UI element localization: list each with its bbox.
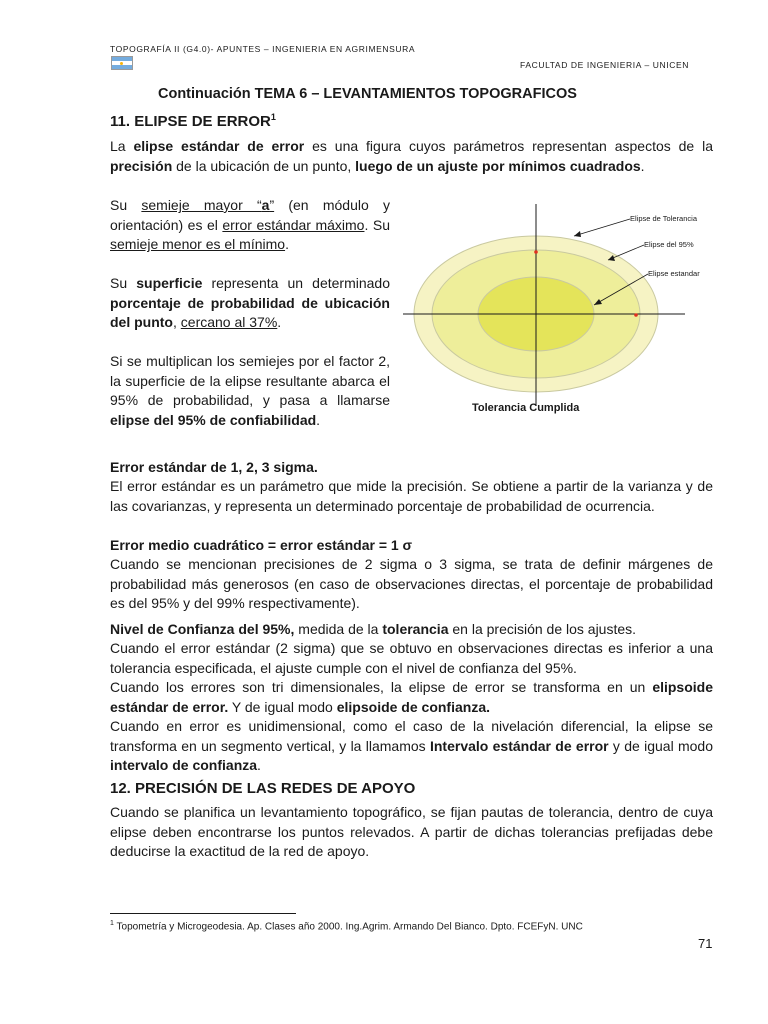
- error-heading: Error estándar de 1, 2, 3 sigma.: [110, 459, 318, 475]
- paragraph-semiejes: Su semieje mayor “a” (en módulo y orientación) es el error estándar máximo. Su semieje menor es el mínimo.: [110, 197, 390, 252]
- paragraph-intervalo: Cuando en error es unidimensional, como el caso de la nivelación diferencial, la elipse se transforma en un segmento vertical, y la llamamos Intervalo estándar de error y de igual modo intervalo de confianza.: [110, 718, 713, 773]
- paragraph-elipse-intro: La elipse estándar de error es una figura cuyos parámetros representan aspectos de la precisión de la ubicación de un punto, luego de un ajuste por mínimos cuadrados.: [110, 138, 713, 174]
- footnote-ref: 1: [270, 112, 276, 122]
- paragraph-redes-apoyo: Cuando se planifica un levantamiento topográfico, se fijan pautas de tolerancia, dentro de cuya elipse deben encontrarse los puntos relevados. A partir de dichas tolerancias prefijadas debe deducirse la exactitud de la red de apoyo.: [110, 804, 713, 859]
- point-top: [534, 250, 538, 254]
- page-title: Continuación TEMA 6 – LEVANTAMIENTOS TOPOGRAFICOS: [158, 86, 577, 102]
- label-elipse-estandar: Elipse estandar: [648, 269, 700, 278]
- page-number: 71: [698, 936, 713, 951]
- argentina-flag-icon: [111, 56, 133, 70]
- paragraph-tolerancia: Cuando el error estándar (2 sigma) que se obtuvo en observaciones directas es inferior a una tolerancia especificada, el ajuste cumple con el nivel de confianza del 95%.: [110, 640, 713, 676]
- paragraph-elipsoide: Cuando los errores son tri dimensionales, la elipse de error se transforma en un elipsoide estándar de error. Y de igual modo elipsoide de confianza.: [110, 679, 713, 715]
- figure-caption: Tolerancia Cumplida: [472, 402, 580, 414]
- footnote-divider: [110, 913, 296, 914]
- footnote: $^1$ Topometría y Microgeodesia. Ap. Clases año 2000. Ing.Agrim. Armando Del Bianco. Dpto. FCEFyN. UNC: [110, 920, 583, 933]
- paragraph-superficie: Su superficie representa un determinado porcentaje de probabilidad de ubicación del punto, cercano al 37%.: [110, 275, 391, 330]
- paragraph-nivel-confianza: Nivel de Confianza del 95%, medida de la tolerancia en la precisión de los ajustes.: [110, 621, 637, 637]
- label-elipse-95: Elipse del 95%: [644, 240, 694, 249]
- paragraph-elipse-95: Si se multiplican los semiejes por el factor 2, la superficie de la elipse resultante abarca el 95% de probabilidad, y pasa a llamarse elipse del 95% de confiabilidad.: [110, 353, 390, 428]
- section-11-heading: 11. ELIPSE DE ERROR$^1$: [110, 112, 276, 130]
- point-right: [634, 313, 638, 317]
- header-left: TOPOGRAFÍA II (G4.0)- APUNTES – INGENIERIA EN AGRIMENSURA: [110, 44, 416, 54]
- arrow-tolerancia: [574, 219, 630, 236]
- header-right: FACULTAD DE INGENIERIA – UNICEN: [520, 60, 689, 70]
- paragraph-error-estandar: El error estándar es un parámetro que mide la precisión. Se obtiene a partir de la varianza y de las covarianzas, y representa un determinado porcentaje de probabilidad de ocurrencia.: [110, 478, 713, 514]
- equation-error-medio: Error medio cuadrático = error estándar = 1 σ: [110, 537, 413, 553]
- error-ellipse-figure: [398, 200, 708, 420]
- section-12-heading: 12. PRECISIÓN DE LAS REDES DE APOYO: [110, 780, 416, 797]
- paragraph-sigma: Cuando se mencionan precisiones de 2 sigma o 3 sigma, se trata de definir márgenes de probabilidad más generosos (en caso de observaciones directas, el porcentaje de probabilidad es del 95% y del 99% respectivamente).: [110, 556, 713, 611]
- label-elipse-tolerancia: Elipse de Tolerancia: [630, 214, 697, 223]
